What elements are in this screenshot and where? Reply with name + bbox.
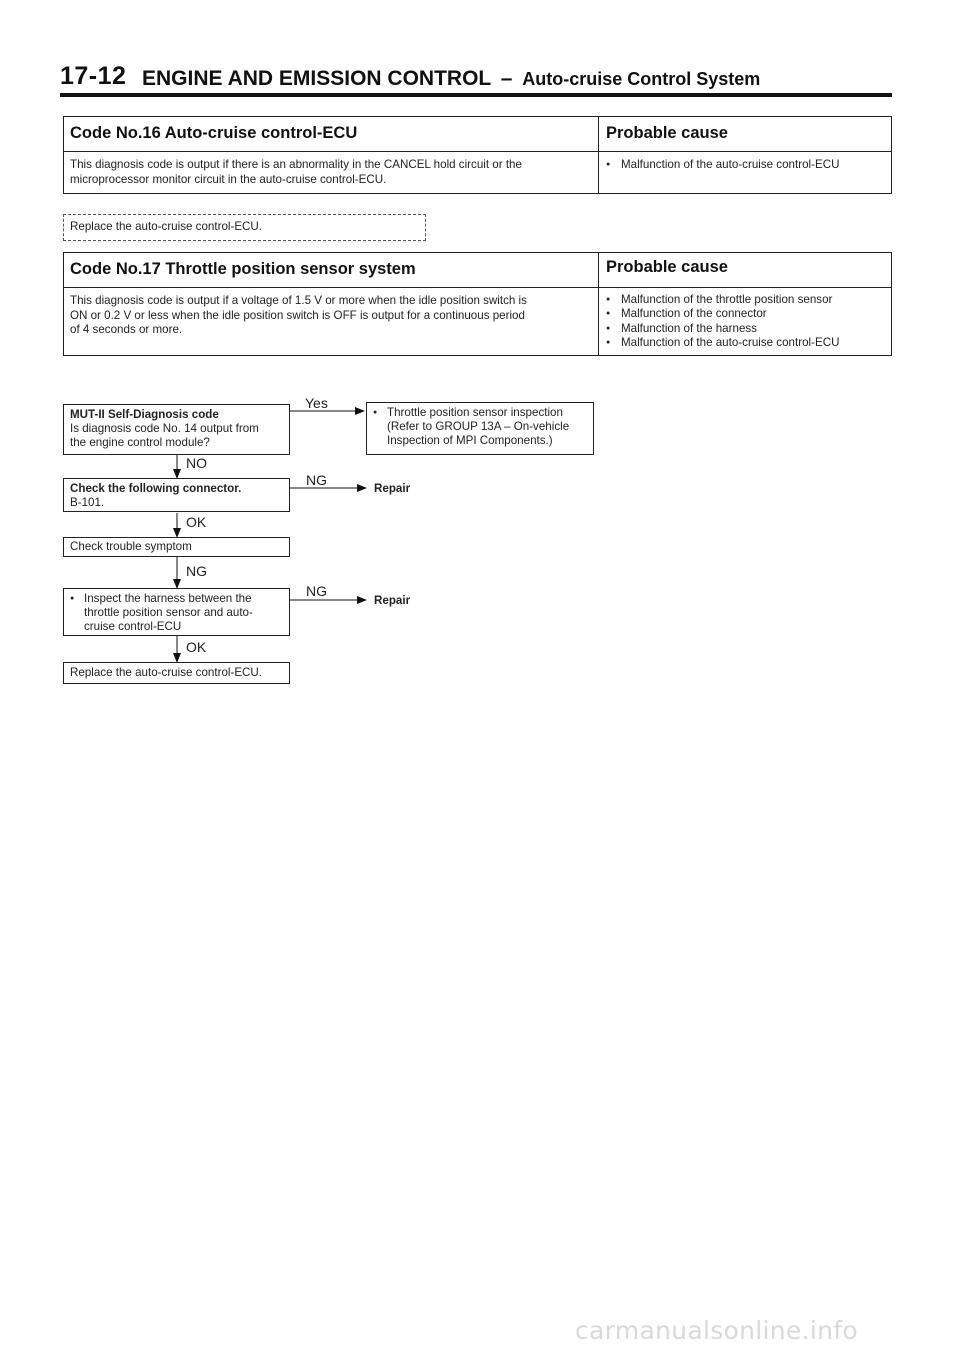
flow-step-self-diagnosis [63, 404, 290, 455]
title-dash: – [500, 67, 513, 90]
section-title: ENGINE AND EMISSION CONTROL [142, 67, 491, 90]
flow-step-line: ● Inspect the harness between the [70, 592, 283, 606]
cause-item: ● Malfunction of the throttle position sensor [604, 293, 839, 307]
repair-result: Repair [374, 594, 411, 607]
flow-step-line: B-101. [70, 496, 105, 510]
code17-desc-line: This diagnosis code is output if a voltage of 1.5 V or more when the idle position switch is [70, 294, 527, 307]
flow-yes-line: (Refer to GROUP 13A – On-vehicle [387, 420, 570, 434]
cause-item: ● Malfunction of the auto-cruise control-ECU [604, 336, 839, 350]
no-label: NO [186, 455, 207, 471]
flow-step-line: Check trouble symptom [70, 540, 192, 553]
flow-step-line: Replace the auto-cruise control-ECU. [70, 666, 263, 679]
flow-step-replace-ecu [63, 662, 290, 684]
cause-item: ● Malfunction of the harness [604, 322, 839, 336]
code16-action: Replace the auto-cruise control-ECU. [63, 214, 426, 241]
ng-label: NG [306, 583, 327, 599]
flow-yes-result [366, 402, 594, 455]
flow-step-line: cruise control-ECU [84, 620, 182, 634]
subsection-title: Auto-cruise Control System [522, 69, 761, 89]
code16-desc-line: microprocessor monitor circuit in the auto-cruise control-ECU. [70, 172, 387, 186]
code16-title: Code No.16 Auto-cruise control-ECU [70, 124, 358, 142]
flow-step-line: throttle position sensor and auto- [84, 606, 253, 620]
cause-item: ● Malfunction of the auto-cruise control-ECU [604, 158, 839, 172]
flow-step-title: MUT-II Self-Diagnosis code [70, 408, 219, 421]
flow-step-connector-check [63, 478, 290, 512]
ng-label: NG [306, 472, 327, 488]
code17-title: Code No.17 Throttle position sensor system [70, 260, 416, 278]
yes-label: Yes [305, 395, 328, 411]
flow-step-line: the engine control module? [70, 436, 210, 450]
flow-step-harness-inspect [63, 588, 290, 636]
cause-item: ● Malfunction of the connector [604, 307, 839, 321]
ok-label: OK [186, 514, 207, 530]
flow-yes-line: ● Throttle position sensor inspection [373, 406, 587, 420]
ok-label: OK [186, 639, 207, 655]
flow-step-title: Check the following connector. [70, 482, 242, 495]
flow-yes-line: Inspection of MPI Components.) [387, 434, 553, 448]
code17-desc-line: of 4 seconds or more. [70, 323, 183, 336]
code17-desc-line: ON or 0.2 V or less when the idle position switch is OFF is output for a continuous period [70, 308, 525, 322]
watermark-text: carmanualsonline.info [575, 1316, 858, 1345]
repair-result: Repair [374, 482, 411, 495]
flow-step-trouble-symptom [63, 537, 290, 557]
ng-label: NG [186, 563, 207, 579]
code16-desc-line: This diagnosis code is output if there is an abnormality in the CANCEL hold circuit or the [70, 158, 522, 171]
code17-cause-title: Probable cause [606, 258, 728, 276]
code16-cause-title: Probable cause [606, 124, 728, 142]
flow-step-line: Is diagnosis code No. 14 output from [70, 422, 259, 436]
page-number: 17-12 [60, 62, 127, 90]
